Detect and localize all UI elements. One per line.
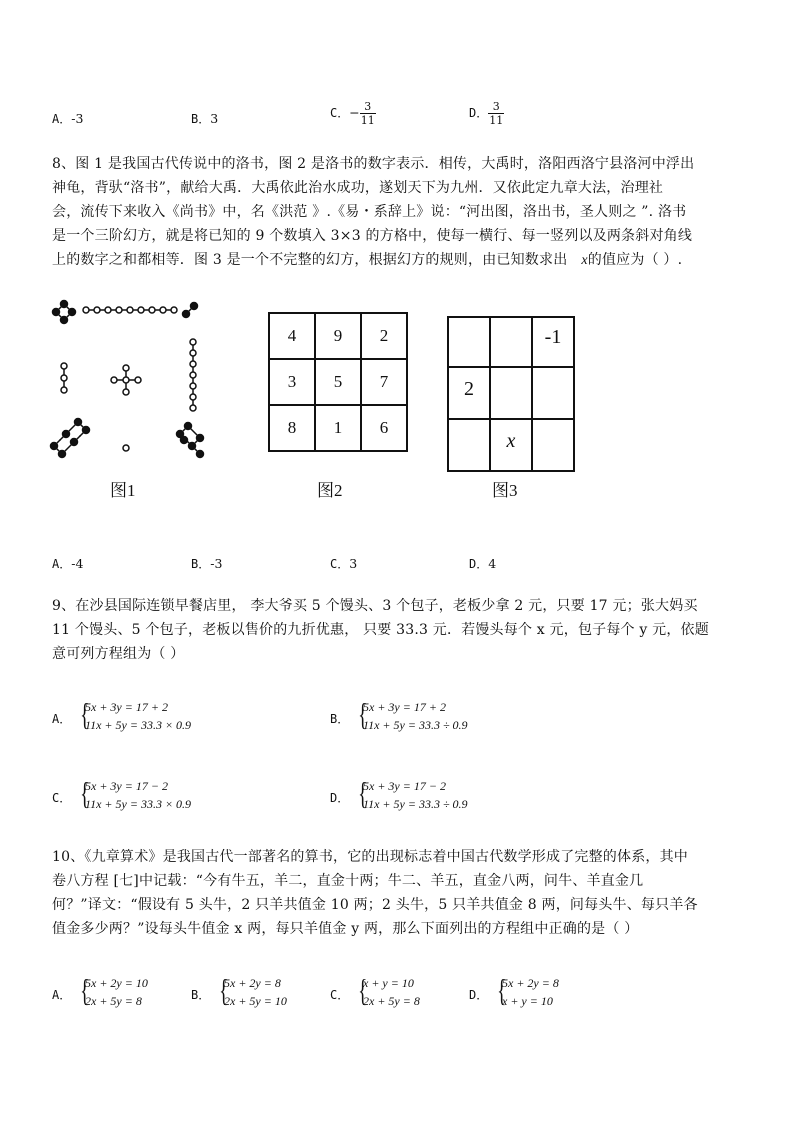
q10-option-c[interactable]: C．: [330, 988, 350, 1002]
q9-option-a[interactable]: A．: [52, 712, 72, 726]
magic-square-grid: [268, 312, 408, 452]
grid-cell: [532, 367, 574, 419]
incomplete-magic-square: [447, 316, 575, 472]
q10-option-a[interactable]: A．: [52, 988, 72, 1002]
q7-option-a[interactable]: A．-3: [52, 111, 84, 126]
brace-icon: {: [358, 972, 368, 1008]
grid-cell: 2: [448, 367, 490, 419]
grid-cell: 6: [361, 405, 407, 451]
q8-option-d[interactable]: D．4: [469, 556, 497, 571]
q9-option-c[interactable]: C．: [52, 791, 72, 805]
brace-icon: {: [80, 775, 90, 811]
grid-cell: x: [490, 419, 532, 471]
fraction: $\frac{3}{11}$: [360, 100, 375, 127]
luoshu-top-right-2: [183, 303, 198, 318]
brace-icon: {: [358, 775, 368, 811]
grid-cell: [532, 419, 574, 471]
brace-icon: {: [358, 696, 368, 732]
luoshu-figure: [48, 296, 208, 466]
grid-cell: 3: [269, 359, 315, 405]
luoshu-bottom-left-8: [51, 419, 90, 458]
q9-stem: 9、在沙县国际连锁早餐店里， 李大爷买 5 个馒头、3 个包子，老板少拿 2 元，只要 17 元；张大妈买 11 个馒头、5 个包子，老板以售价的九折优惠， 只要 33.3 元．若馒头每个 x 元，包子每个 y 元，依题 意可列方程组为（ ）: [52, 598, 709, 662]
luoshu-bottom-right-6: [177, 423, 204, 458]
grid-cell: 9: [315, 313, 361, 359]
fig2-caption: 图2: [317, 481, 343, 500]
q10-option-d[interactable]: D．: [469, 988, 489, 1002]
fig3-caption: 图3: [492, 481, 518, 500]
grid-cell: 8: [269, 405, 315, 451]
q8-option-c[interactable]: C．3: [330, 556, 358, 571]
luoshu-left-3: [61, 363, 67, 393]
q7-option-d[interactable]: D． $\frac{3}{11}$: [469, 100, 504, 127]
fraction: $\frac{3}{11}$: [489, 100, 504, 127]
q9-option-d[interactable]: D．: [330, 791, 350, 805]
q9-option-b[interactable]: B．: [330, 712, 350, 726]
brace-icon: {: [80, 696, 90, 732]
fig1-caption: 图1: [110, 481, 136, 500]
q7-option-b[interactable]: B．3: [191, 111, 219, 126]
grid-cell: -1: [532, 317, 574, 367]
grid-cell: 4: [269, 313, 315, 359]
luoshu-center-5: [111, 365, 141, 395]
grid-cell: 1: [315, 405, 361, 451]
grid-cell: 7: [361, 359, 407, 405]
brace-icon: {: [219, 972, 229, 1008]
luoshu-top-left-4: [53, 301, 76, 324]
q8-option-a[interactable]: A．-4: [52, 556, 84, 571]
grid-cell: [490, 367, 532, 419]
luoshu-bottom-1: [123, 445, 129, 451]
q10-option-b[interactable]: B．: [191, 988, 211, 1002]
q8-option-b[interactable]: B．-3: [191, 556, 223, 571]
grid-cell: [448, 317, 490, 367]
q8-stem: 8、图 1 是我国古代传说中的洛书，图 2 是洛书的数字表示．相传，大禹时，洛阳西洛宁县洛河中浮出 神龟，背驮“洛书”，献给大禹．大禹依此治水成功，遂划天下为九州．又依此定九章大法，治理社 会，流传下来收入《尚书》中，名《洪范 》.《易・系辞上》说：“河出图，洛出书，圣人则之 ”. 洛书 是一个三阶幻方，就是将已知的 9 个数填入 3×3 的方格中，使每一横行、每一竖列以及两条斜对角线 上的数字之和都相等．图 3 是一个不完整的幻方，根据幻方的规则，由已知数求出 x的值应为（ ）.: [52, 156, 695, 268]
grid-cell: [448, 419, 490, 471]
grid-cell: 5: [315, 359, 361, 405]
q10-stem: 10、《九章算术》是我国古代一部著名的算书，它的出现标志着中国古代数学形成了完整的体系，其中 卷八方程 [七]中记载：“今有牛五，羊二，直金十两；牛二、羊五，直金八两，问牛、羊直金几 何？”译文：“假设有 5 头牛，2 只羊共值金 10 两；2 头牛，5 只羊共值金 8 两，问每头牛、每只羊各 值金多少两？”设每头牛值金 x 两，每只羊值金 y 两，那么下面列出的方程组中正确的是（ ）: [52, 849, 698, 937]
brace-icon: {: [497, 972, 507, 1008]
grid-cell: 2: [361, 313, 407, 359]
luoshu-top-9: [83, 307, 177, 313]
brace-icon: {: [80, 972, 90, 1008]
luoshu-right-7: [190, 339, 196, 411]
grid-cell: [490, 317, 532, 367]
q7-option-c[interactable]: C．− $\frac{3}{11}$: [330, 100, 375, 127]
